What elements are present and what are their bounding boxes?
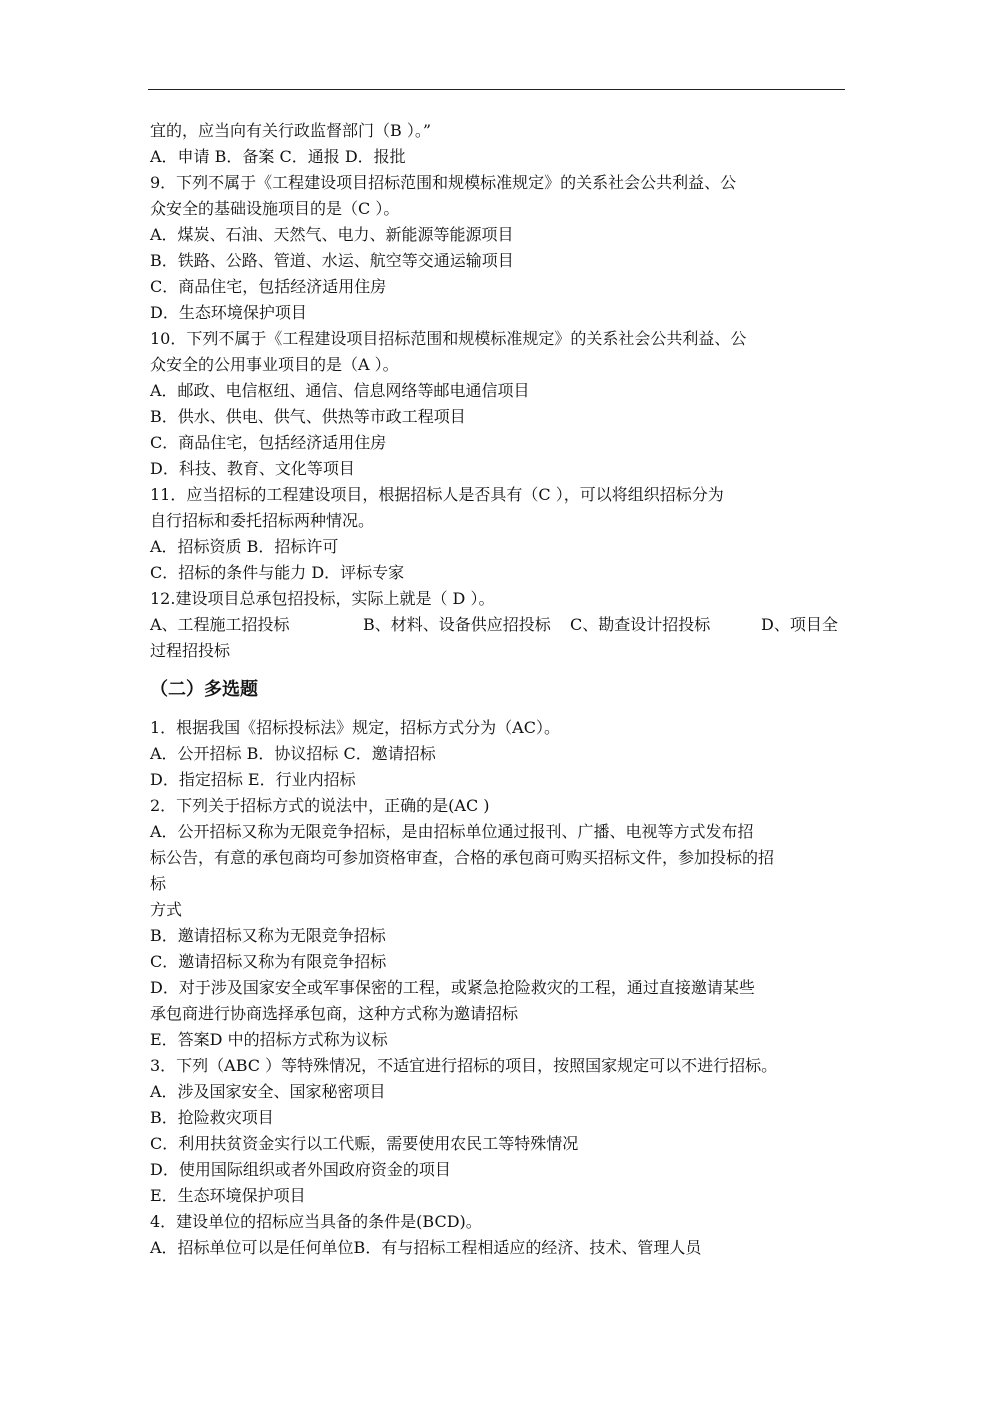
text-line: 11．应当招标的工程建设项目，根据招标人是否具有（C ），可以将组织招标分为 <box>150 485 724 504</box>
text-line: A．煤炭、石油、天然气、电力、新能源等能源项目 <box>150 225 514 244</box>
text-line: A．邮政、电信枢纽、通信、信息网络等邮电通信项目 <box>150 381 530 400</box>
text-line: E．生态环境保护项目 <box>150 1186 306 1205</box>
text-line: A．招标单位可以是任何单位B．有与招标工程相适应的经济、技术、管理人员 <box>150 1238 702 1257</box>
text-line: 10．下列不属于《工程建设项目招标范围和规模标准规定》的关系社会公共利益、公 <box>150 329 747 348</box>
text-line: D．指定招标 E．行业内招标 <box>150 770 356 789</box>
text-line: A．公开招标又称为无限竞争招标，是由招标单位通过报刊、广播、电视等方式发布招 <box>150 822 754 841</box>
text-line: C．利用扶贫资金实行以工代赈，需要使用农民工等特殊情况 <box>150 1134 579 1153</box>
text-line: 4．建设单位的招标应当具备的条件是(BCD)。 <box>150 1212 482 1231</box>
text-line: A．涉及国家安全、国家秘密项目 <box>150 1082 386 1101</box>
text-line: B．抢险救灾项目 <box>150 1108 274 1127</box>
text-line: 2．下列关于招标方式的说法中，正确的是(AC ) <box>150 796 490 815</box>
text-line: D．生态环境保护项目 <box>150 303 307 322</box>
text-line: 自行招标和委托招标两种情况。 <box>150 511 375 530</box>
section-heading: （二）多选题 <box>150 679 258 700</box>
text-line: 标 <box>150 874 167 893</box>
text-line: D．使用国际组织或者外国政府资金的项目 <box>150 1160 451 1179</box>
text-line: 众安全的公用事业项目的是（A ）。 <box>150 355 399 374</box>
text-line: D．对于涉及国家安全或军事保密的工程，或紧急抢险救灾的工程，通过直接邀请某些 <box>150 978 755 997</box>
top-lines <box>150 118 845 612</box>
document-body <box>150 118 845 1261</box>
text-line: A．招标资质 B．招标许可 <box>150 537 339 556</box>
text-line: 承包商进行协商选择承包商，这种方式称为邀请招标 <box>150 1004 519 1023</box>
text-line: 9．下列不属于《工程建设项目招标范围和规模标准规定》的关系社会公共利益、公 <box>150 173 737 192</box>
text-line: B．供水、供电、供气、供热等市政工程项目 <box>150 407 466 426</box>
text-line: 宜的，应当向有关行政监督部门（B ）。” <box>150 121 432 140</box>
text-line: 12.建设项目总承包招投标，实际上就是（ D ）。 <box>150 589 495 608</box>
text-line: C．邀请招标又称为有限竞争招标 <box>150 952 387 971</box>
text-line: B．铁路、公路、管道、水运、航空等交通运输项目 <box>150 251 514 270</box>
text-line: E．答案D 中的招标方式称为议标 <box>150 1030 388 1049</box>
text-line: B．邀请招标又称为无限竞争招标 <box>150 926 386 945</box>
text-line: 标公告，有意的承包商均可参加资格审查，合格的承包商可购买招标文件，参加投标的招 <box>150 848 775 867</box>
text-line: 众安全的基础设施项目的是（C ）。 <box>150 199 400 218</box>
q12-option-b: B、材料、设备供应招投标 <box>363 615 551 634</box>
text-line: 方式 <box>150 900 183 919</box>
text-line: D．科技、教育、文化等项目 <box>150 459 355 478</box>
text-line: C．商品住宅，包括经济适用住房 <box>150 277 387 296</box>
text-line: A．申请 B．备案 C．通报 D．报批 <box>150 147 406 166</box>
q12-option-d: D、项目全 <box>761 615 838 634</box>
q12-continued: 过程招投标 <box>150 641 231 660</box>
text-line: A．公开招标 B．协议招标 C．邀请招标 <box>150 744 436 763</box>
header-rule <box>148 89 845 90</box>
text-line: 1．根据我国《招标投标法》规定，招标方式分为（AC）。 <box>150 718 560 737</box>
bottom-lines <box>150 715 845 1261</box>
q12-option-c: C、勘查设计招投标 <box>570 615 711 634</box>
q12-options-row <box>150 612 845 638</box>
text-line: C．商品住宅，包括经济适用住房 <box>150 433 387 452</box>
q12-option-a: A、工程施工招投标 <box>150 615 290 634</box>
text-line: 3．下列（ABC ）等特殊情况，不适宜进行招标的项目，按照国家规定可以不进行招标。 <box>150 1056 778 1075</box>
text-line: C．招标的条件与能力 D．评标专家 <box>150 563 405 582</box>
